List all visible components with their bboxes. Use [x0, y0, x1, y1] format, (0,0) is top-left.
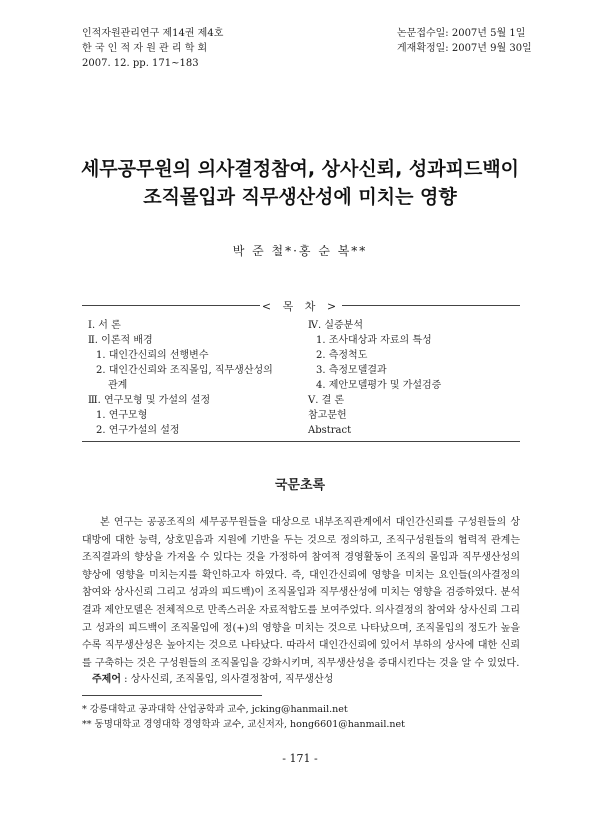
toc-bottom-rule: [82, 441, 520, 442]
toc-heading: < 목 차 >: [261, 300, 341, 313]
society-name: 한 국 인 적 자 원 관 리 학 회: [82, 43, 208, 54]
keywords-separator: :: [120, 674, 131, 685]
keywords-text: 상사신뢰, 조직몰입, 의사결정참여, 직무생산성: [130, 674, 334, 685]
toc-item: 1. 대인간신뢰의 선행변수: [96, 350, 209, 361]
footnote-rule: [82, 695, 262, 696]
keywords-label: 주제어: [92, 674, 121, 685]
page-number: - 171 -: [282, 752, 318, 765]
paper-title-line-2: 조직몰입과 직무생산성에 미치는 영향: [143, 186, 457, 208]
toc-item: Ⅴ. 결 론: [308, 395, 345, 406]
toc-item: 2. 측정척도: [316, 350, 368, 361]
toc-item: 2. 연구가설의 설정: [96, 425, 180, 436]
footnotes: [82, 702, 405, 732]
toc-item: Ⅲ. 연구모형 및 가설의 설정: [88, 395, 211, 406]
toc-item: Ⅳ. 실증분석: [308, 320, 363, 331]
keywords: [92, 670, 333, 685]
toc-right-column: [308, 318, 518, 438]
paper-title-line-1: 세무공무원의 의사결정참여, 상사신뢰, 성과피드백이: [80, 158, 520, 180]
toc-item: 1. 연구모형: [96, 410, 148, 421]
authors: 박 준 철*·홍 순 복**: [232, 244, 368, 258]
toc-item: 관계: [108, 380, 128, 391]
abstract-text: 본 연구는 공공조직의 세무공무원들을 대상으로 내부조직관계에서 대인간신뢰를 구성원들의 상대방에 대한 능력, 상호믿음과 지원에 기반을 두는 것으로 정의하고, 조직구성원들의 협력적 관계는 조직결과의 향상을 가져올 수 있다는 것을 가정하여 참여적 경영활동이 조직의 몰입과 직무생산성의 향상에 영향을 미치는지를 확인하고자 하였다. 즉, 대인간신뢰에 영향을 미치는 요인들(의사결정의 참여와 상사신뢰 그리고 성과의 피드백)이 조직몰입과 직무생산성에 미치는 영향을 검증하였다. 분석결과 제안모델은 전체적으로 만족스러운 자료적합도를 보여주었다. 의사결정의 참여와 상사신뢰 그리고 성과의 피드백이 조직몰입에 정(+)의 영향을 미치는 것으로 나타났으며, 조직몰입의 정도가 높을수록 직무생산성은 높아지는 것으로 나타났다. 따라서 대인간신뢰에 있어서 부하의 상사에 대한 신뢰를 구축하는 것은 구성원들의 조직몰입을 강화시키며, 직무생산성을 증대시킨다는 것을 알 수 있었다.: [82, 517, 520, 669]
received-date: 논문접수일: 2007년 5월 1일: [397, 28, 526, 39]
issue-pages: 2007. 12. pp. 171~183: [82, 58, 199, 69]
toc-item: 1. 조사대상과 자료의 특성: [316, 335, 432, 346]
footnote-author-2: ** 동명대학교 경영대학 경영학과 교수, 교신저자, hong6601@hanmail.net: [82, 719, 405, 730]
submission-info: [397, 26, 532, 56]
journal-name: 인적자원관리연구 제14권 제4호: [82, 28, 224, 39]
toc-item: Abstract: [308, 425, 352, 436]
toc-item: 참고문헌: [308, 410, 347, 421]
toc-item: 3. 측정모델결과: [316, 365, 387, 376]
accepted-date: 게재확정일: 2007년 9월 30일: [397, 43, 532, 54]
abstract-heading: 국문초록: [274, 478, 326, 493]
toc-item: 4. 제안모델평가 및 가설검증: [316, 380, 442, 391]
toc-left-column: [88, 318, 298, 438]
journal-info: [82, 26, 223, 71]
toc-item: Ⅱ. 이론적 배경: [88, 335, 153, 346]
toc-item: 2. 대인간신뢰와 조직몰입, 직무생산성의: [96, 365, 273, 376]
toc-item: Ⅰ. 서 론: [88, 320, 121, 331]
footnote-author-1: * 강릉대학교 공과대학 산업공학과 교수, jcking@hanmail.net: [82, 704, 348, 715]
